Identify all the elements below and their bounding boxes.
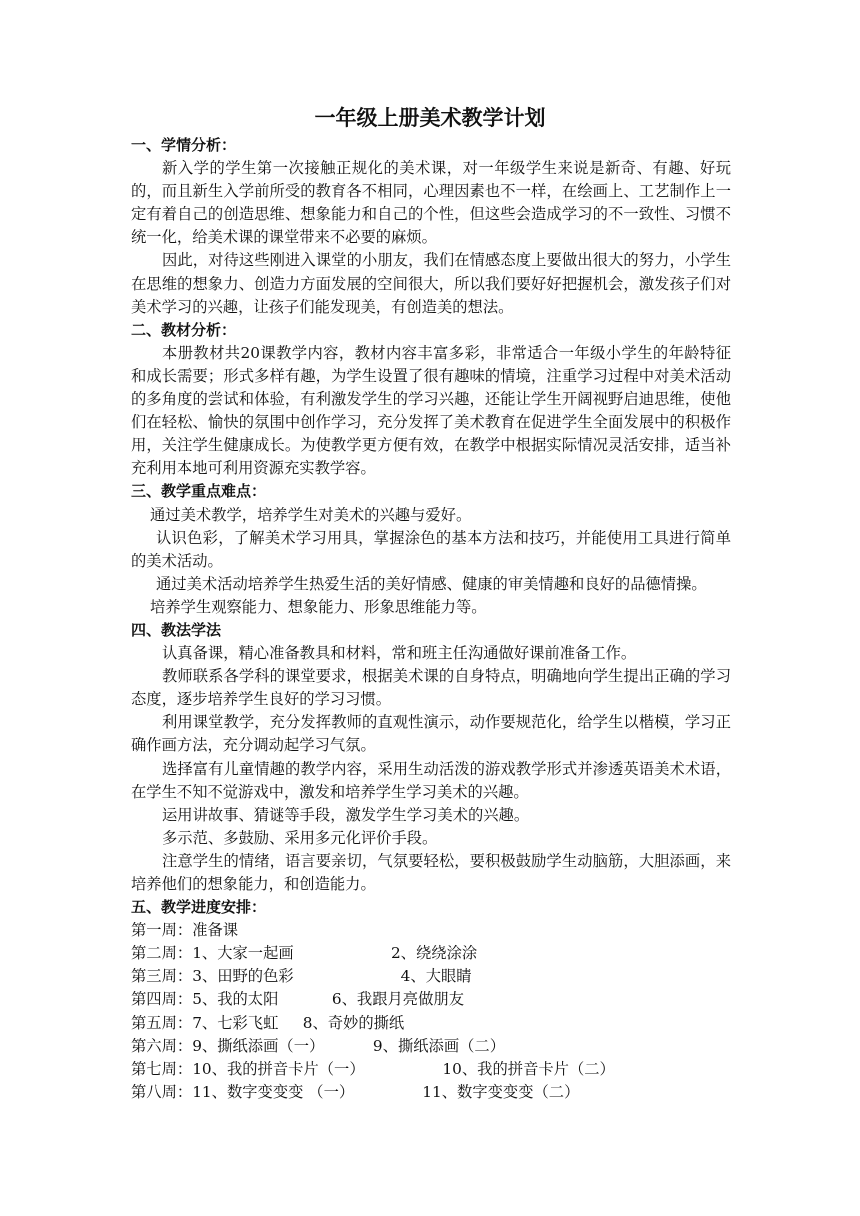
paragraph: 认识色彩，了解美术学习用具，掌握涂色的基本方法和技巧，并能使用工具进行简单的美术活动。 — [131, 528, 731, 570]
paragraph: 培养学生观察能力、想象能力、形象思维能力等。 — [150, 597, 487, 616]
section-heading-schedule: 五、教学进度安排： — [131, 898, 267, 917]
paragraph: 运用讲故事、猜谜等手段，激发学生学习美术的兴趣。 — [162, 805, 530, 824]
schedule-week-1: 第一周：准备课 — [131, 921, 239, 940]
document-body — [131, 134, 731, 1104]
schedule-week-3: 第三周：3、田野的色彩 4、大眼睛 — [131, 967, 472, 986]
paragraph: 本册教材共20课教学内容，教材内容丰富多彩，非常适合一年级小学生的年龄特征和成长需要；形式多样有趣，为学生设置了很有趣味的情境，注重学习过程中对美术活动的多角度的尝试和体验，有利激发学生的学习兴趣，还能让学生开阔视野启迪思维，使他们在轻松、愉快的氛围中创作学习，充分发挥了美术教育在促进学生全面发展中的积极作用，关注学生健康成长。为使教学更方便有效，在教学中根据实际情况灵活安排，适当补充利用本地可利用资源充实教学容。 — [131, 343, 731, 478]
schedule-week-7: 第七周：10、我的拼音卡片（一） 10、我的拼音卡片（二） — [131, 1059, 615, 1078]
schedule-week-8: 第八周：11、数字变变变 （一） 11、数字变变变（二） — [131, 1082, 580, 1101]
section-heading-methods: 四、教法学法 — [131, 620, 222, 639]
paragraph: 因此，对待这些刚进入课堂的小朋友，我们在情感态度上要做出很大的努力，小学生在思维的想象力、创造力方面发展的空间很大，所以我们要好好把握机会，激发孩子们对美术学习的兴趣，让孩子们能发现美，有创造美的想法。 — [131, 251, 731, 316]
section-heading-student-analysis: 一、学情分析： — [131, 136, 237, 154]
paragraph: 教师联系各学科的课堂要求，根据美术课的自身特点，明确地向学生提出正确的学习态度，逐步培养学生良好的学习习惯。 — [131, 667, 731, 709]
paragraph: 认真备课，精心准备教具和材料，常和班主任沟通做好课前准备工作。 — [162, 644, 637, 663]
section-heading-textbook-analysis: 二、教材分析： — [131, 320, 237, 339]
schedule-week-6: 第六周：9、撕纸添画（一） 9、撕纸添画（二） — [131, 1036, 506, 1055]
schedule-week-5: 第五周：7、七彩飞虹 8、奇妙的撕纸 — [131, 1013, 405, 1032]
section-heading-key-points: 三、教学重点难点： — [131, 482, 267, 501]
schedule-week-4: 第四周：5、我的太阳 6、我跟月亮做朋友 — [131, 990, 464, 1009]
schedule-week-2: 第二周：1、大家一起画 2、绕绕涂涂 — [131, 944, 478, 963]
paragraph: 选择富有儿童情趣的教学内容，采用生动活泼的游戏教学形式并渗透英语美术术语，在学生不知不觉游戏中，激发和培养学生学习美术的兴趣。 — [131, 759, 731, 801]
paragraph: 注意学生的情绪，语言要亲切，气氛要轻松，要积极鼓励学生动脑筋，大胆添画，来培养他们的想象能力，和创造能力。 — [131, 851, 731, 893]
paragraph: 利用课堂教学，充分发挥教师的直观性演示，动作要规范化，给学生以楷模，学习正确作画方法，充分调动起学习气氛。 — [131, 713, 731, 755]
paragraph: 多示范、多鼓励、采用多元化评价手段。 — [162, 828, 438, 847]
paragraph: 新入学的学生第一次接触正规化的美术课，对一年级学生来说是新奇、有趣、好玩的，而且新生入学前所受的教育各不相同，心理因素也不一样，在绘画上、工艺制作上一定有着自己的创造思维、想象能力和自己的个性，但这些会造成学习的不一致性、习惯不统一化，给美术课的课堂带来不必要的麻烦。 — [131, 159, 731, 247]
paragraph: 通过美术教学，培养学生对美术的兴趣与爱好。 — [150, 505, 472, 524]
paragraph: 通过美术活动培养学生热爱生活的美好情感、健康的审美情趣和良好的品德情操。 — [156, 574, 707, 593]
document-title: 一年级上册美术教学计划 — [314, 106, 546, 130]
